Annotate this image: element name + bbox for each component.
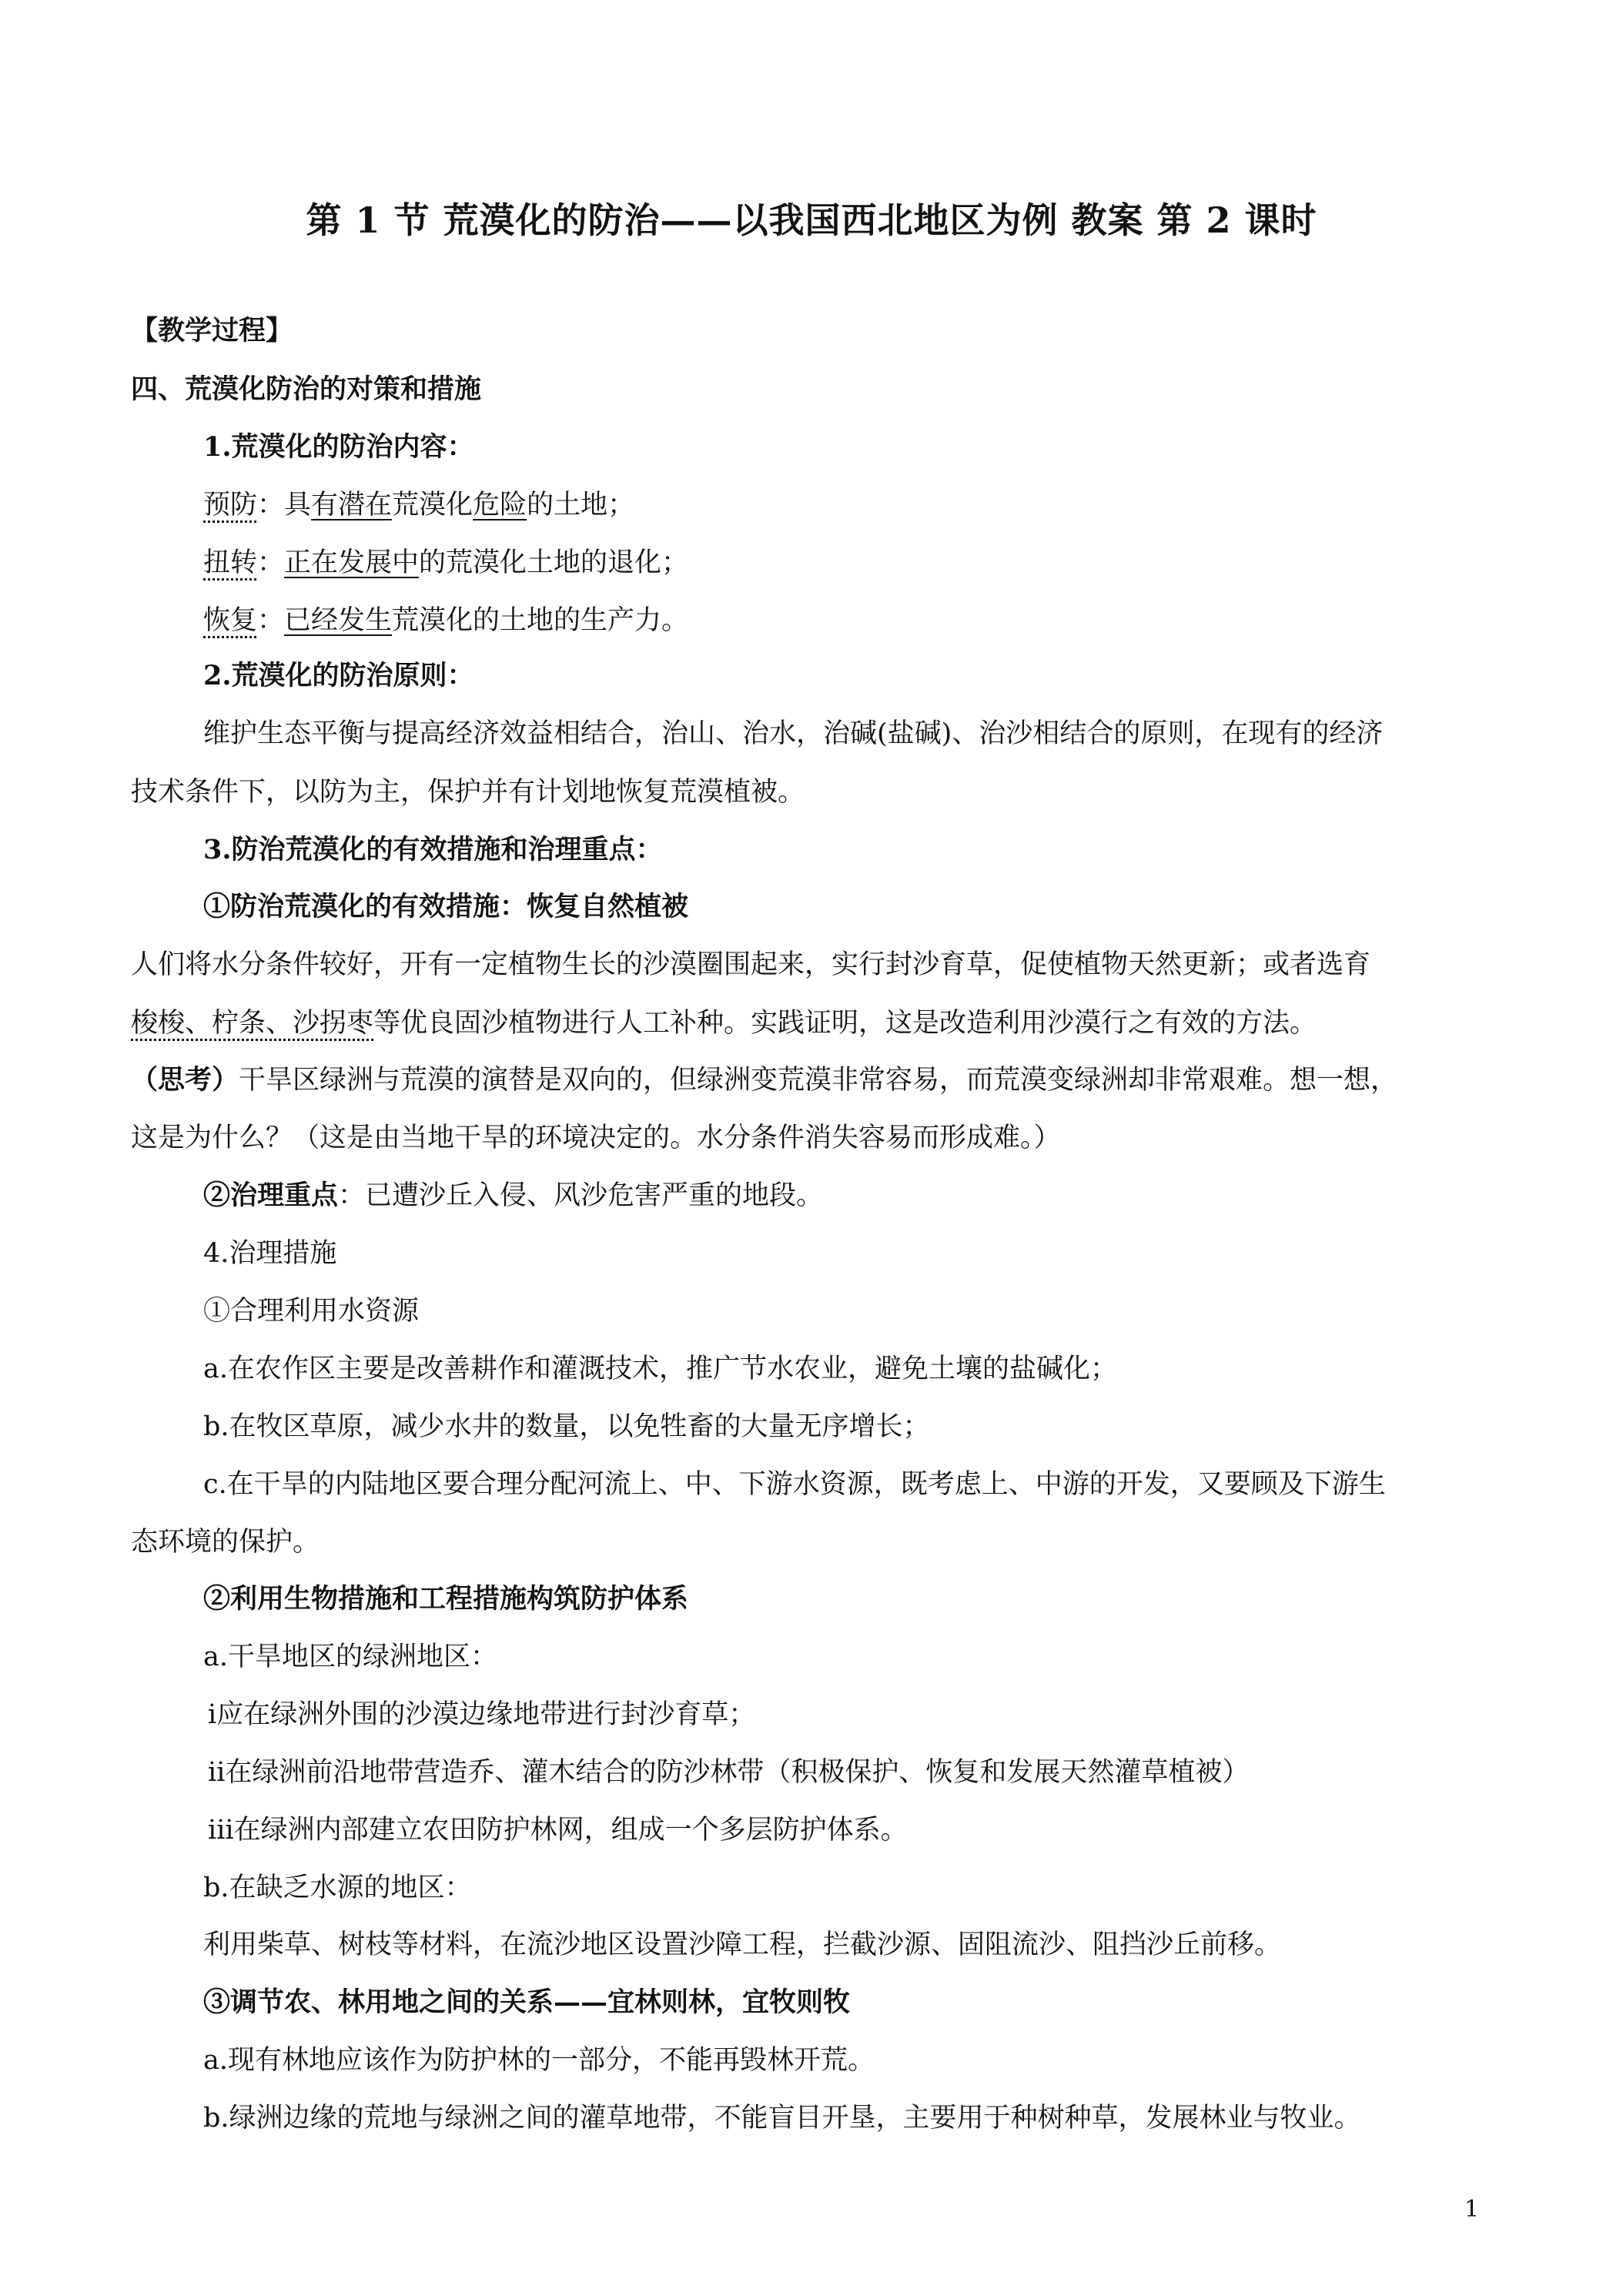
text-segment: 干旱区绿洲与荒漠的演替是双向的，但绿洲变荒漠非常容易，而荒漠变绿洲却非常艰难。想一想， (239, 1065, 1398, 1096)
item-oasis-a: a.干旱地区的绿洲地区： (203, 1642, 497, 1672)
item-water-b: b.在牧区草原，减少水井的数量，以免牲畜的大量无序增长； (203, 1411, 930, 1442)
heading-countermeasures: 四、荒漠化防治的对策和措施 (131, 373, 482, 405)
text-segment: 荒漠化 (392, 490, 474, 520)
heading-water-resources: ①合理利用水资源 (203, 1296, 420, 1327)
subheading-content: 1.荒漠化的防治内容： (203, 431, 474, 463)
paragraph-sand-barrier: 利用柴草、树枝等材料，在流沙地区设置沙障工程，拦截沙源、固阻流沙、阻挡沙丘前移。 (203, 1930, 1282, 1960)
subheading-principle: 2.荒漠化的防治原则： (203, 660, 474, 691)
heading-restore-vegetation: ①防治荒漠化的有效措施：恢复自然植被 (203, 891, 689, 922)
paragraph-think-line2: 这是为什么？（这是由当地干旱的环境决定的。水分条件消失容易而形成难。） (131, 1123, 1061, 1153)
item-water-c-line1: c.在干旱的内陆地区要合理分配河流上、中、下游水资源，既考虑上、中游的开发，又要顾及下游生 (203, 1469, 1386, 1500)
underlined-developing: 正在发展中 (284, 547, 420, 578)
term-restore: 恢复 (203, 605, 258, 636)
section-heading-teaching-process: 【教学过程】 (131, 315, 293, 346)
paragraph-think-line1 (131, 1060, 1397, 1100)
item-water-a: a.在农作区主要是改善耕作和灌溉技术，推广节水农业，避免土壤的盐碱化； (203, 1354, 1117, 1384)
label-key-areas: ②治理重点 (203, 1180, 339, 1211)
paragraph-vegetation-line1: 人们将水分条件较好，开有一定植物生长的沙漠圈围起来，实行封沙育草，促使植物天然更新；或者选育 (131, 949, 1371, 980)
text-segment: 的荒漠化土地的退化； (419, 547, 689, 578)
line-reverse (203, 543, 688, 583)
item-water-c-line2: 态环境的保护。 (131, 1527, 320, 1558)
text-segment: 的土地； (527, 490, 635, 520)
plant-names: 梭梭、柠条、沙拐枣 (131, 1008, 374, 1039)
paragraph-principle-line1: 维护生态平衡与提高经济效益相结合，治山、治水，治碱(盐碱)、治沙相结合的原则，在现有的经济 (203, 718, 1384, 749)
text-segment: 等优良固沙植物进行人工补种。实践证明，这是改造利用沙漠行之有效的方法。 (373, 1008, 1317, 1039)
document-title: 第 1 节 荒漠化的防治——以我国西北地区为例 教案 第 2 课时 (306, 199, 1317, 241)
text-segment: ：具 (257, 490, 312, 520)
text-segment: ： (257, 605, 285, 636)
underlined-danger: 危险 (473, 490, 527, 520)
line-restore (203, 601, 688, 641)
underlined-occurred: 已经发生 (284, 605, 393, 636)
text-segment: 荒漠化的土地的生产力。 (392, 605, 689, 636)
paragraph-principle-line2: 技术条件下，以防为主，保护并有计划地恢复荒漠植被。 (131, 777, 805, 808)
text-segment: ： (257, 547, 285, 578)
page-number: 1 (1464, 2196, 1480, 2223)
line-key-areas (203, 1176, 823, 1216)
item-land-b: b.绿洲边缘的荒地与绿洲之间的灌草地带，不能盲目开垦，主要用于种树种草，发展林业与牧业。 (203, 2103, 1361, 2134)
item-no-water-b: b.在缺乏水源的地区： (203, 1873, 472, 1903)
item-oasis-i: ⅰ应在绿洲外围的沙漠边缘地带进行封沙育草； (208, 1699, 756, 1730)
subheading-governance: 4.治理措施 (203, 1238, 337, 1269)
label-think: （思考） (131, 1064, 239, 1096)
item-land-a: a.现有林地应该作为防护林的一部分，不能再毁林开荒。 (203, 2045, 875, 2076)
heading-protection-system: ②利用生物措施和工程措施构筑防护体系 (203, 1583, 689, 1615)
underlined-potential: 有潜在 (311, 490, 393, 520)
term-reverse: 扭转 (203, 547, 258, 578)
paragraph-vegetation-line2 (131, 1003, 1317, 1043)
line-prevention (203, 485, 634, 525)
item-oasis-iii: ⅲ在绿洲内部建立农田防护林网，组成一个多层防护体系。 (208, 1815, 908, 1846)
term-prevention: 预防 (203, 490, 258, 520)
heading-land-use: ③调节农、林用地之间的关系——宜林则林，宜牧则牧 (203, 1986, 851, 2018)
subheading-measures: 3.防治荒漠化的有效措施和治理重点： (203, 834, 663, 865)
item-oasis-ii: ⅱ在绿洲前沿地带营造乔、灌木结合的防沙林带（积极保护、恢复和发展天然灌草植被） (208, 1757, 1250, 1788)
text-segment: ：已遭沙丘入侵、风沙危害严重的地段。 (338, 1180, 824, 1211)
